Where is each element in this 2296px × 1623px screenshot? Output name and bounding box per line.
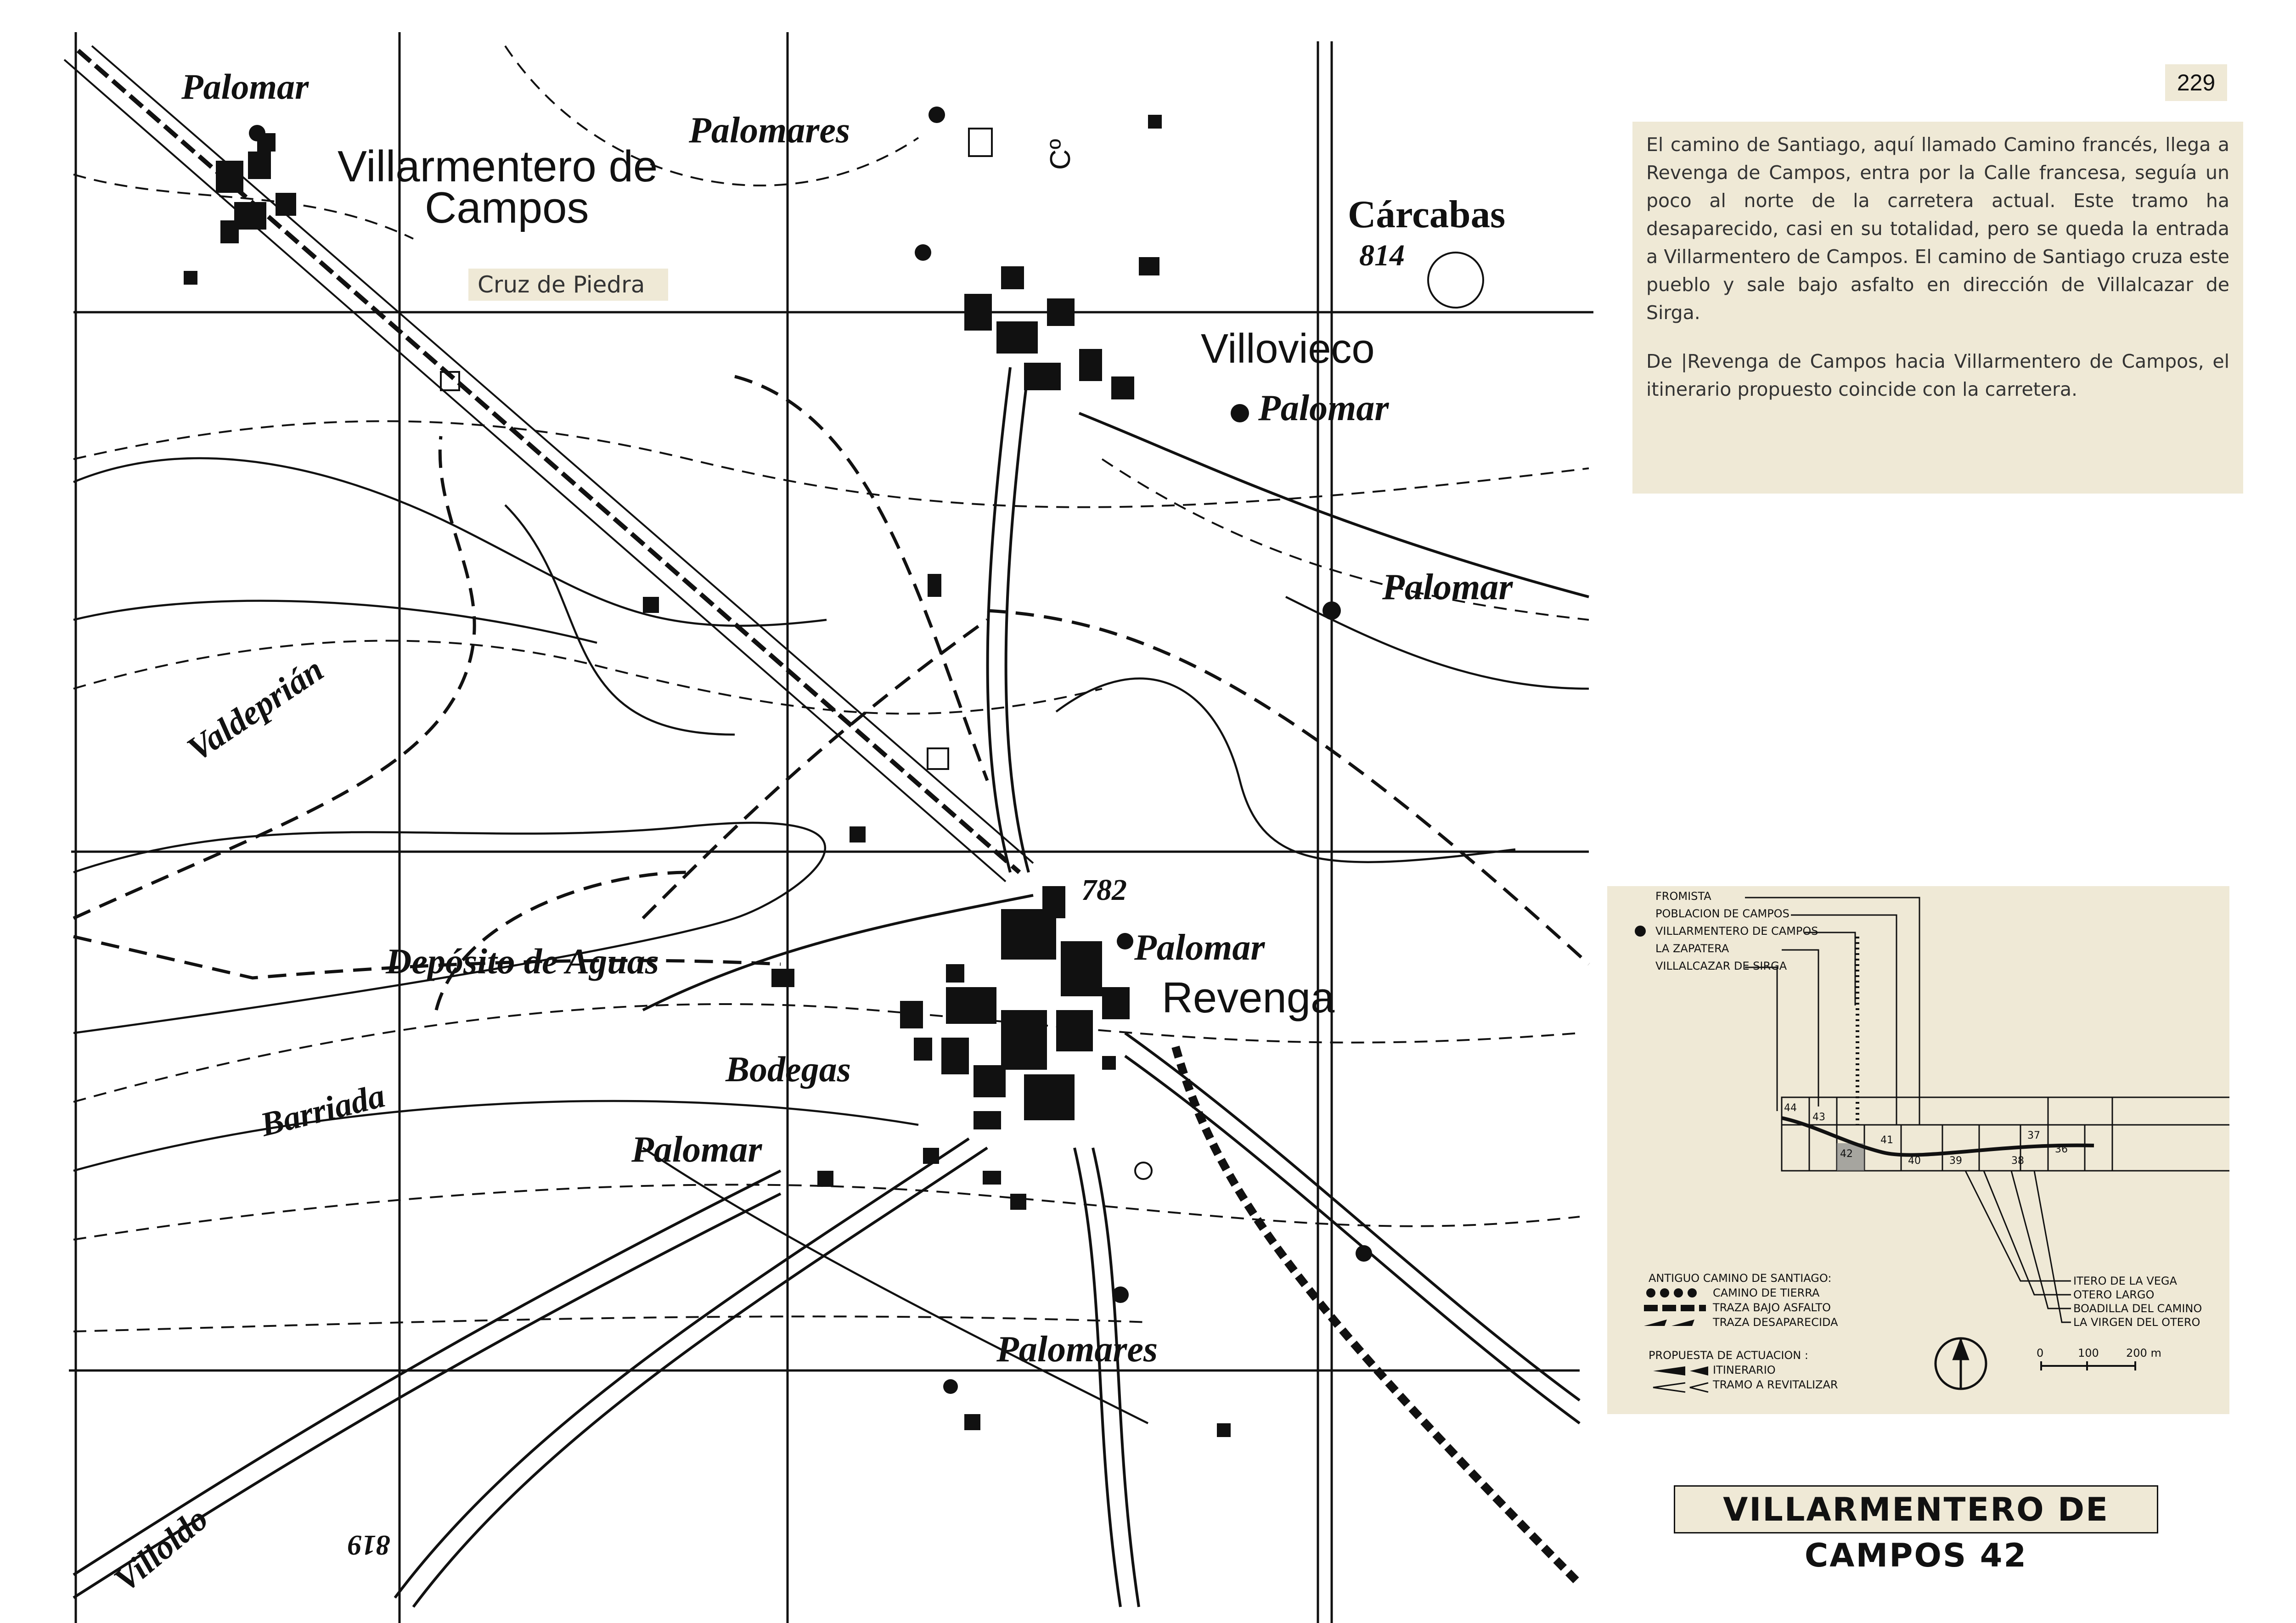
- legend-sheet-39: 39: [1949, 1155, 1962, 1167]
- legend-right-town-1: OTERO LARGO: [2073, 1288, 2155, 1301]
- description-paragraph-1: El camino de Santiago, aquí llamado Camino francés, llega a Revenga de Campos, entra por la Calle francesa, seguía un poco al norte de la carretera actual. Este tramo ha desaparecido, casi en su totalidad, pero se queda la entrada a Villarmentero de Campos. El camino de Santiago cruza este pueblo y sale bajo asfalto en dirección de Villalcazar de Sirga.: [1646, 134, 2229, 324]
- label-villovieco: Villovieco: [1201, 326, 1375, 372]
- sheet-title: VILLARMENTERO DE CAMPOS 42: [1674, 1485, 2158, 1533]
- legend-sheet-43: 43: [1812, 1112, 1825, 1123]
- legend-symbols: [1644, 1288, 1708, 1376]
- scale-label-200: 200 m: [2126, 1347, 2161, 1359]
- label-deposito-de-aguas: Depósito de Aguas: [386, 941, 659, 981]
- legend-proposal-item-1: TRAMO A REVITALIZAR: [1713, 1378, 1838, 1391]
- legend-right-town-0: ITERO DE LA VEGA: [2073, 1275, 2177, 1287]
- label-villarmentero: Villarmentero de: [338, 142, 658, 191]
- legend-old-route-item-0: CAMINO DE TIERRA: [1713, 1286, 1820, 1299]
- legend-right-leaders: [1965, 1171, 2071, 1322]
- legend-route-line: [1782, 1118, 2094, 1155]
- label-elevation-819: 819: [348, 1529, 390, 1561]
- legend-sheet-41: 41: [1880, 1134, 1893, 1146]
- scale-bar: [2041, 1361, 2135, 1370]
- legend-diagram: [1607, 886, 2229, 1414]
- legend-sheet-40: 40: [1908, 1155, 1921, 1167]
- legend-town-1: POBLACION DE CAMPOS: [1655, 907, 1790, 920]
- camino-southeast: [1176, 1047, 1580, 1584]
- legend-panel: [1607, 886, 2229, 1414]
- legend-old-route-title: ANTIGUO CAMINO DE SANTIAGO:: [1649, 1272, 1832, 1285]
- label-palomar-south: Palomar: [631, 1129, 762, 1170]
- legend-town-4: VILLALCAZAR DE SIRGA: [1655, 960, 1787, 972]
- legend-right-town-2: BOADILLA DEL CAMINO: [2073, 1302, 2202, 1315]
- legend-sheet-36: 36: [2055, 1144, 2068, 1155]
- legend-sheet-44: 44: [1784, 1102, 1797, 1114]
- label-palomares-south: Palomares: [996, 1329, 1158, 1370]
- label-bodegas: Bodegas: [726, 1049, 851, 1089]
- label-palomar-revenga: Palomar: [1134, 927, 1265, 968]
- label-palomar-east: Palomar: [1382, 567, 1513, 607]
- dovecote-dots: [249, 107, 1372, 1394]
- label-carcabas: Cárcabas: [1348, 193, 1506, 236]
- label-villarmentero-campos: Campos: [425, 183, 589, 232]
- legend-sheet-38: 38: [2011, 1155, 2024, 1167]
- label-palomar-villovieco: Palomar: [1258, 388, 1389, 428]
- description-paragraph-2: De |Revenga de Campos hacia Villarmentero de Campos, el itinerario propuesto coincide con la carretera.: [1646, 350, 2229, 400]
- label-revenga: Revenga: [1162, 973, 1335, 1022]
- north-arrow-icon: [1936, 1338, 1986, 1389]
- roads: [73, 367, 1589, 1607]
- label-barriada: Barriada: [257, 1077, 389, 1144]
- scale-label-100: 100: [2078, 1347, 2099, 1359]
- legend-current-town-dot: [1635, 926, 1646, 937]
- page-number: 229: [2165, 64, 2227, 101]
- legend-revitalize-symbol: [1653, 1383, 1708, 1392]
- label-cruz-de-piedra: Cruz de Piedra: [478, 271, 645, 298]
- legend-town-2: VILLARMENTERO DE CAMPOS: [1655, 925, 1818, 938]
- legend-right-town-3: LA VIRGEN DEL OTERO: [2073, 1316, 2200, 1329]
- label-elevation-782: 782: [1081, 873, 1127, 907]
- description-panel: [1632, 122, 2243, 494]
- label-road-abbr: Cº: [1045, 139, 1076, 170]
- legend-sheet-42: 42: [1840, 1148, 1853, 1160]
- label-valdeprian: Valdeprián: [180, 650, 331, 769]
- legend-town-0: FROMISTA: [1655, 890, 1711, 903]
- scale-label-0: 0: [2037, 1347, 2044, 1359]
- legend-proposal-item-0: ITINERARIO: [1713, 1364, 1776, 1376]
- legend-town-3: LA ZAPATERA: [1655, 942, 1729, 955]
- label-villoldo: Villoldo: [107, 1499, 215, 1600]
- legend-old-route-item-2: TRAZA DESAPARECIDA: [1713, 1316, 1838, 1329]
- label-palomares-north: Palomares: [689, 110, 850, 151]
- legend-proposal-title: PROPUESTA DE ACTUACION :: [1649, 1349, 1808, 1362]
- label-elevation-814: 814: [1359, 239, 1405, 272]
- legend-sheet-37: 37: [2027, 1130, 2040, 1141]
- legend-old-route-item-1: TRAZA BAJO ASFALTO: [1713, 1301, 1831, 1314]
- label-palomar-nw: Palomar: [181, 67, 309, 107]
